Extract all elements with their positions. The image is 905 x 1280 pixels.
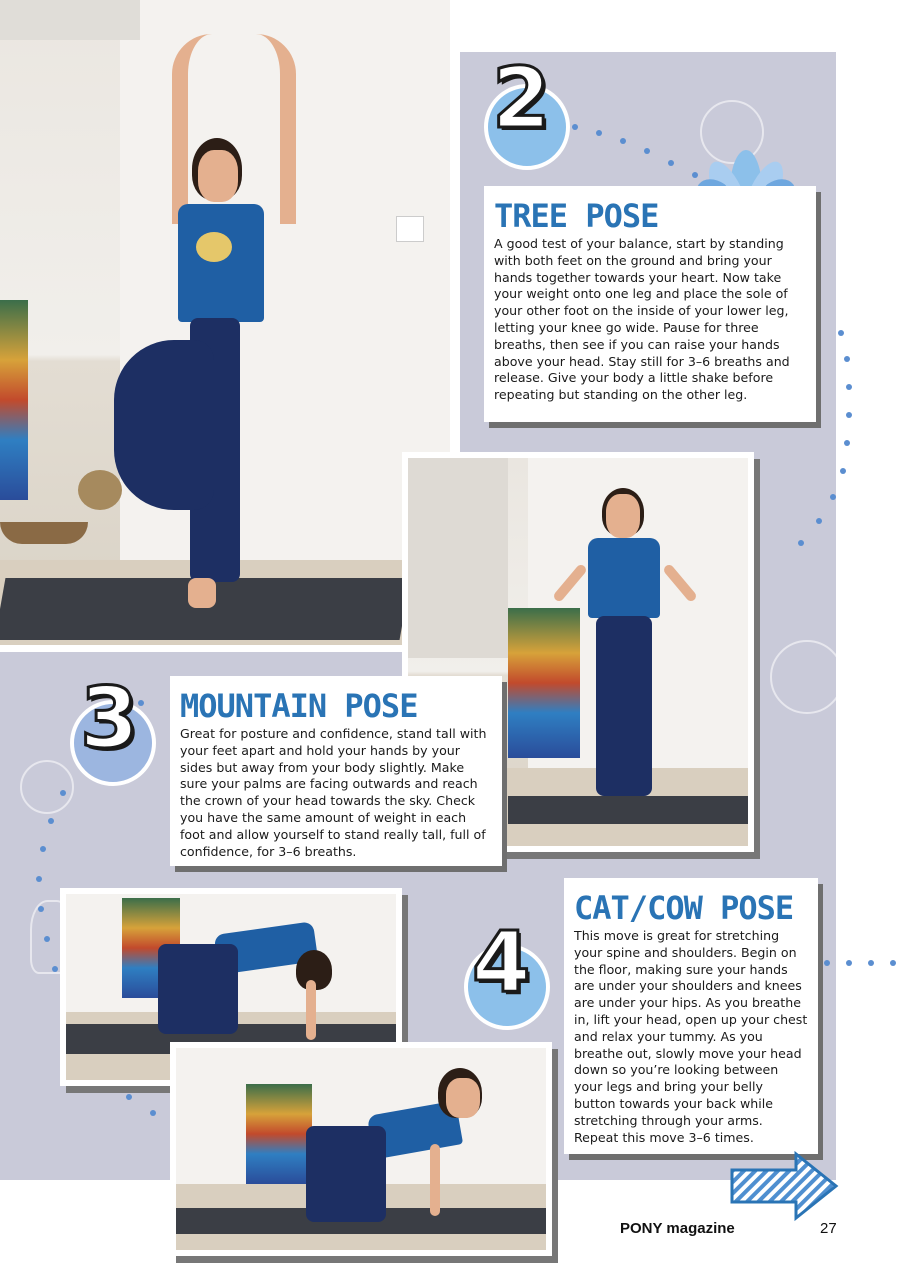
girl-shirt <box>178 204 264 322</box>
wall-painting <box>246 1084 312 1184</box>
tree-pose-title: TREE POSE <box>494 197 659 235</box>
raised-arms <box>172 34 296 224</box>
cow-pose-photo <box>170 1042 552 1256</box>
bowl <box>0 522 88 544</box>
bonsai-tree <box>78 470 122 510</box>
tree-pose-description: A good test of your balance, start by standing with both feet on the ground and bring your hands together towards your heart. Now take your weight onto one leg and place the sole of your other foot on the inside of your lower leg, letting your knee go wide. Pause for three breaths, then see if you can raise your hands above your head. Stay still for 3–6 breaths and release. Give your body a little shake before repeating but standing on the other leg. <box>494 236 790 403</box>
girl-pants-bent-leg <box>114 340 214 510</box>
step-2-number: 2 <box>492 49 551 147</box>
page-number: 27 <box>820 1220 837 1237</box>
doodle-circle <box>770 640 844 714</box>
girl-arm <box>306 980 316 1040</box>
mountain-pose-description: Great for posture and confidence, stand tall with your feet apart and hold your hands by your sides but away from your body slightly. Make sure your palms are facing outwards and reach the crown of your head towards the sky. Check you have the same amount of weight in each foot and allow yourself to stand really tall, full of confidence, for 3–6 breaths. <box>180 726 487 859</box>
step-4-number: 4 <box>472 913 531 1011</box>
tree-pose-text-box <box>484 186 816 422</box>
cat-cow-pose-text-box <box>564 878 818 1154</box>
cat-cow-pose-title: CAT/COW POSE <box>574 889 794 927</box>
mountain-pose-text-box <box>170 676 502 866</box>
shirt-logo <box>196 232 232 262</box>
tree-pose-photo <box>0 0 450 645</box>
mountain-pose-title: MOUNTAIN POSE <box>180 687 418 725</box>
staircase <box>0 0 140 40</box>
staircase <box>408 458 508 658</box>
girl-pants <box>306 1126 386 1222</box>
wall-painting <box>508 608 580 758</box>
cat-cow-pose-description: This move is great for stretching your spine and shoulders. Begin on the floor, making sure your hands are under your shoulders and knees are under your hips. As you breathe in, lift your head, open up your chest and relax your tummy. As you breathe out, slowly move your head down so you’re looking between your legs and bring your belly button towards your back while stretching through your arms. Repeat this move 3–6 times. <box>574 928 808 1145</box>
girl-face <box>606 494 640 538</box>
light-switch <box>396 216 424 242</box>
wall-painting <box>0 300 28 500</box>
girl-arm <box>430 1144 440 1216</box>
step-3-number: 3 <box>80 669 139 767</box>
girl-pants <box>158 944 238 1034</box>
next-arrow-icon[interactable] <box>728 1150 840 1222</box>
girl-face <box>198 150 238 202</box>
girl-face <box>446 1078 480 1118</box>
magazine-name: PONY magazine <box>620 1220 735 1237</box>
girl-foot <box>188 578 216 608</box>
yoga-mat <box>508 796 748 824</box>
girl-shirt <box>588 538 660 618</box>
girl-pants <box>596 616 652 796</box>
doodle-circle <box>20 760 74 814</box>
